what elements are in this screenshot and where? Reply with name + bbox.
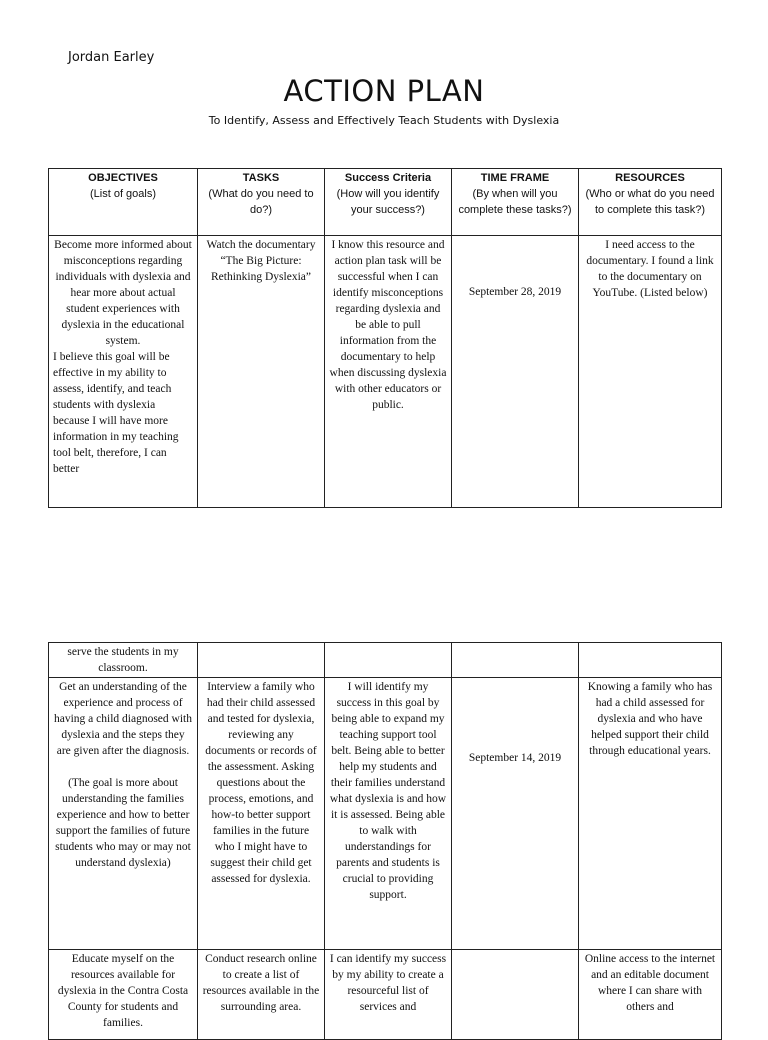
row2-objective-b: (The goal is more about understanding the families experience and how to better support the families of future students who may or may not understand dyslexia) bbox=[55, 777, 191, 869]
page-title: ACTION PLAN bbox=[283, 74, 485, 108]
header-timeframe bbox=[452, 169, 579, 236]
row1-task-continued bbox=[198, 643, 325, 678]
row1-objective-continued: serve the students in my classroom. bbox=[49, 643, 198, 678]
table-header-row bbox=[49, 169, 722, 236]
action-plan-table-continued bbox=[48, 642, 722, 1040]
row1-success-continued bbox=[325, 643, 452, 678]
row2-resource: Knowing a family who has had a child assessed for dyslexia and who have helped support their child through educational years. bbox=[579, 678, 722, 950]
header-tasks bbox=[198, 169, 325, 236]
row3-success: I can identify my success by my ability to create a resourceful list of services and bbox=[325, 950, 452, 1040]
row1-time-continued bbox=[452, 643, 579, 678]
action-plan-table bbox=[48, 168, 722, 508]
row1-resource: I need access to the documentary. I found a link to the documentary on YouTube. (Listed below) bbox=[579, 236, 722, 508]
row2-objective bbox=[49, 678, 198, 950]
row1-objective-b: I believe this goal will be effective in my ability to assess, identify, and teach students with dyslexia because I will have more information in my teaching tool belt, therefore, I can better bbox=[53, 351, 179, 475]
row2-task: Interview a family who had their child assessed and tested for dyslexia, reviewing any documents or records of the assessment. Asking questions about the process, emotions, and how-to better support families in the future who I might have to suggest their child get assessed for dyslexia. bbox=[198, 678, 325, 950]
header-success-title: Success Criteria bbox=[344, 172, 432, 184]
header-objectives-title: OBJECTIVES bbox=[88, 172, 158, 184]
header-resources bbox=[579, 169, 722, 236]
row2-objective-a: Get an understanding of the experience and process of having a child diagnosed with dyslexia and the steps they are given after the diagnosis. bbox=[54, 681, 192, 757]
header-objectives-sub: (List of goals) bbox=[89, 188, 157, 200]
header-success bbox=[325, 169, 452, 236]
row3-objective: Educate myself on the resources available for dyslexia in the Contra Costa County for students and families. bbox=[49, 950, 198, 1040]
row1-time: September 28, 2019 bbox=[452, 236, 579, 508]
header-timeframe-title: TIME FRAME bbox=[480, 172, 550, 184]
header-resources-title: RESOURCES bbox=[615, 172, 685, 184]
table-row bbox=[49, 236, 722, 508]
row1-objective-a: Become more informed about misconceptions regarding individuals with dyslexia and hear more about actual student experiences with dyslexia in the educational system. bbox=[54, 239, 192, 347]
row1-objective bbox=[49, 236, 198, 508]
row3-time bbox=[452, 950, 579, 1040]
row3-task: Conduct research online to create a list of resources available in the surrounding area. bbox=[198, 950, 325, 1040]
page-subtitle: To Identify, Assess and Effectively Teach Students with Dyslexia bbox=[208, 114, 560, 127]
table-row bbox=[49, 678, 722, 950]
header-tasks-title: TASKS bbox=[242, 172, 280, 184]
header-timeframe-sub: (By when will you complete these tasks?) bbox=[458, 188, 572, 216]
header-resources-sub: (Who or what do you need to complete this task?) bbox=[585, 188, 715, 216]
row1-success: I know this resource and action plan task will be successful when I can identify misconceptions regarding dyslexia and be able to pull information from the documentary to help when discussing dyslexia with other educators or public. bbox=[325, 236, 452, 508]
header-tasks-sub: (What do you need to do?) bbox=[208, 188, 314, 216]
row2-time: September 14, 2019 bbox=[452, 678, 579, 950]
row3-resource: Online access to the internet and an editable document where I can share with others and bbox=[579, 950, 722, 1040]
row2-success: I will identify my success in this goal by being able to expand my teaching support tool belt. Being able to better help my students and their families understand what dyslexia is and how it is assessed. Being able to walk with understandings for parents and students is crucial to providing support. bbox=[325, 678, 452, 950]
header-objectives bbox=[49, 169, 198, 236]
header-success-sub: (How will you identify your success?) bbox=[336, 188, 440, 216]
author-name: Jordan Earley bbox=[68, 50, 155, 65]
row1-task: Watch the documentary “The Big Picture: Rethinking Dyslexia” bbox=[198, 236, 325, 508]
table-row bbox=[49, 950, 722, 1040]
row1-resource-continued bbox=[579, 643, 722, 678]
table-row bbox=[49, 643, 722, 678]
